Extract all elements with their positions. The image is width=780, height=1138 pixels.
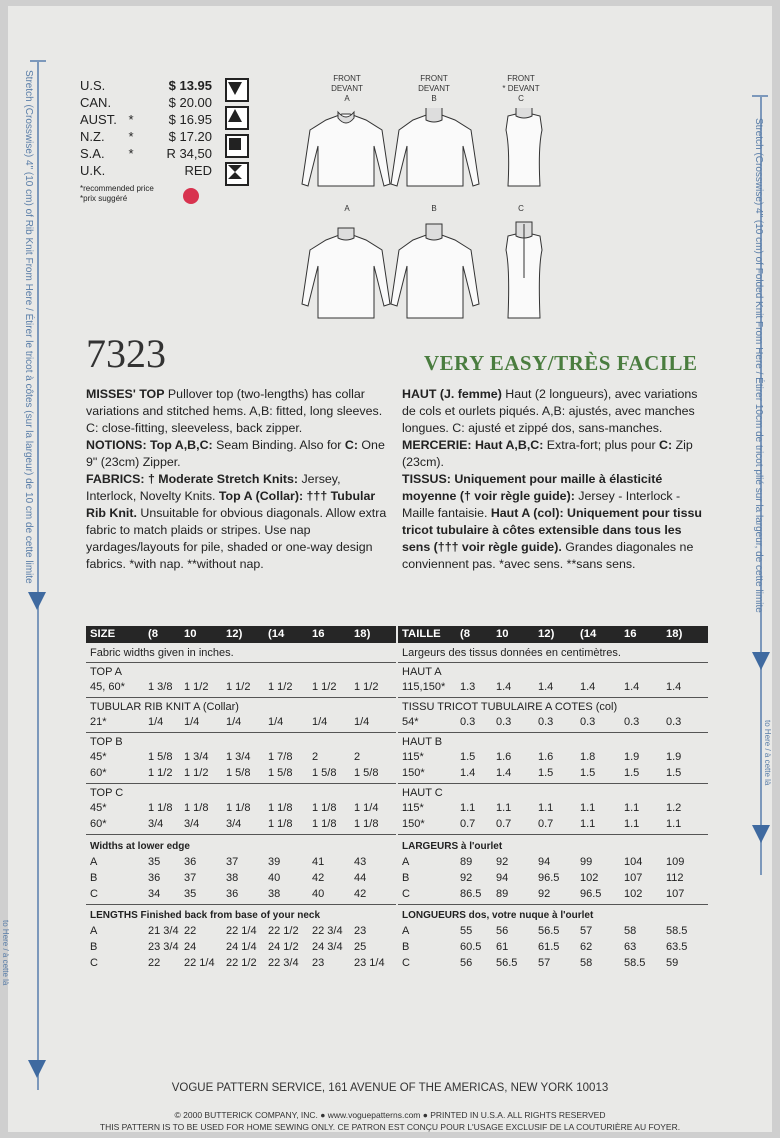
table-cell: 22 1/2 xyxy=(268,925,299,937)
table-cell: 0.3 xyxy=(538,716,554,728)
price-value: $ 16.95 xyxy=(168,112,212,127)
table-cell: 1.1 xyxy=(538,802,554,814)
lengths-title: LONGUEURS dos, votre nuque à l'ourlet xyxy=(402,910,594,921)
price-value: R 34,50 xyxy=(166,146,212,161)
front-c-drawing xyxy=(506,114,542,186)
table-section-title: TISSU TRICOT TUBULAIRE A COTES (col) xyxy=(402,701,618,713)
table-cell: C xyxy=(90,957,98,969)
price-value: $ 20.00 xyxy=(168,95,212,110)
price-note-en: *recommended price xyxy=(80,184,154,193)
table-cell: 0.3 xyxy=(666,716,682,728)
table-cell: 104 xyxy=(624,856,643,868)
table-row xyxy=(86,871,396,886)
table-header-cell: (8 xyxy=(460,628,471,640)
table-cell: 0.7 xyxy=(460,818,476,830)
table-divider xyxy=(86,732,396,733)
table-cell: 1.1 xyxy=(624,818,640,830)
table-row xyxy=(86,887,396,902)
table-cell: 1 5/8 xyxy=(226,767,251,779)
price-row xyxy=(80,95,212,110)
table-cell: 1.1 xyxy=(580,818,596,830)
table-cell: 61.5 xyxy=(538,941,560,953)
table-cell: 22 3/4 xyxy=(268,957,299,969)
table-cell: 1 5/8 xyxy=(312,767,337,779)
french-top-paragraph: HAUT (J. femme) Haut (2 longueurs), avec variations de cols et ourlets piqués. A,B: ajustés, avec manches longues. C: ajusté et zippé dos, sans-manches. xyxy=(402,387,698,435)
table-cell: 1 1/2 xyxy=(268,681,293,693)
table-cell: 1 1/8 xyxy=(312,818,337,830)
right-to-here-label: to Here / à cette là xyxy=(763,720,772,786)
table-cell: 54* xyxy=(402,716,419,728)
table-divider xyxy=(86,904,396,905)
table-cell: 1.3 xyxy=(460,681,476,693)
table-cell: 1 7/8 xyxy=(268,751,293,763)
table-cell: 96.5 xyxy=(580,888,602,900)
table-row xyxy=(398,924,708,939)
table-row xyxy=(398,750,708,765)
widths-title: Widths at lower edge xyxy=(90,841,190,852)
table-cell: 1.1 xyxy=(460,802,476,814)
left-stretch-guide-line xyxy=(37,60,39,1090)
right-arrow-down-icon xyxy=(752,652,770,670)
table-cell: 58 xyxy=(580,957,593,969)
table-cell: 1.5 xyxy=(460,751,476,763)
table-cell: 38 xyxy=(268,888,281,900)
english-fabrics-paragraph: FABRICS: † Moderate Stretch Knits: Jersey, Interlock, Novelty Knits. Top A (Collar): ††† Tubular Rib Knit. Unsuitable for obvious diagonals. Allow extra fabric to match plaids or stripes. Use nap yardages/layouts for pile, shaded or one-way design fabrics. *with nap. **without nap. xyxy=(86,472,387,571)
price-star: * xyxy=(128,112,134,127)
table-cell: 1/4 xyxy=(148,716,164,728)
left-arrow-down-icon xyxy=(28,1060,46,1078)
table-cell: 1/4 xyxy=(184,716,200,728)
table-cell: 37 xyxy=(226,856,239,868)
table-cell: 57 xyxy=(580,925,593,937)
table-cell: 37 xyxy=(184,872,197,884)
right-stretch-instruction: Stretch (Crosswise) 4" (10 cm) of Folded Knit From Here / Étirer 10cm de tricot plié sur la largeur, de cette limite xyxy=(753,118,764,613)
french-notions-paragraph: MERCERIE: Haut A,B,C: Extra-fort; plus pour C: Zip (23cm). xyxy=(402,438,693,469)
table-row xyxy=(398,940,708,955)
price-value: RED xyxy=(184,163,212,178)
table-header-cell: 18) xyxy=(354,628,371,640)
table-cell: 38 xyxy=(226,872,239,884)
front-b-drawing xyxy=(391,114,479,186)
table-cell: 107 xyxy=(624,872,643,884)
table-cell: A xyxy=(90,925,98,937)
price-row xyxy=(80,112,212,127)
difficulty-label: VERY EASY/TRÈS FACILE xyxy=(424,351,698,375)
table-cell: 60* xyxy=(90,767,107,779)
table-note: Fabric widths given in inches. xyxy=(90,647,234,659)
table-cell: 150* xyxy=(402,818,425,830)
table-header-cell: (14 xyxy=(268,628,285,640)
table-cell: C xyxy=(90,888,98,900)
table-cell: B xyxy=(90,872,98,884)
table-cell: 96.5 xyxy=(538,872,560,884)
table-cell: 21 3/4 xyxy=(148,925,179,937)
footer-notice: THIS PATTERN IS TO BE USED FOR HOME SEWING ONLY. CE PATRON EST CONÇU POUR L'USAGE EXCLUSIF DE LA COUTURIÈRE AU FOYER. xyxy=(99,1122,681,1132)
up-triangle-symbol-icon xyxy=(225,106,249,130)
table-cell: 45* xyxy=(90,751,107,763)
table-cell: 1 1/8 xyxy=(184,802,209,814)
table-cell: 1.4 xyxy=(538,681,554,693)
english-description xyxy=(86,386,392,573)
price-star: * xyxy=(128,129,134,144)
price-row xyxy=(80,129,212,144)
table-row xyxy=(398,801,708,816)
table-cell: 0.3 xyxy=(580,716,596,728)
table-row xyxy=(398,871,708,886)
price-country: U.S. xyxy=(80,78,106,93)
technical-drawings xyxy=(296,108,576,328)
table-cell: 102 xyxy=(624,888,643,900)
table-cell: 40 xyxy=(312,888,325,900)
price-country: S.A. xyxy=(80,146,105,161)
price-value: $ 17.20 xyxy=(168,129,212,144)
table-cell: 1.4 xyxy=(460,767,476,779)
table-cell: 1.1 xyxy=(666,818,682,830)
table-cell: 1 1/2 xyxy=(184,681,209,693)
table-cell: 102 xyxy=(580,872,599,884)
table-section-title: HAUT A xyxy=(402,666,442,678)
table-header-cell: (8 xyxy=(148,628,159,640)
table-cell: 1 3/4 xyxy=(226,751,251,763)
table-cell: 92 xyxy=(460,872,473,884)
table-cell: 1.8 xyxy=(580,751,596,763)
table-cell: 3/4 xyxy=(184,818,200,830)
english-top-paragraph: MISSES' TOP Pullover top (two-lengths) has collar variations and stitched hems. A,B: fitted, long sleeves. C: close-fitting, sleeveless, back zipper. xyxy=(86,387,383,435)
table-row xyxy=(398,715,708,730)
price-value: $ 13.95 xyxy=(168,78,212,93)
table-cell: 1 1/2 xyxy=(354,681,379,693)
table-cell: 41 xyxy=(312,856,325,868)
table-cell: 1.2 xyxy=(666,802,682,814)
table-cell: 109 xyxy=(666,856,685,868)
table-cell: 23 xyxy=(354,925,367,937)
table-cell: 1 1/8 xyxy=(268,802,293,814)
table-section-title: HAUT B xyxy=(402,736,443,748)
front-a-drawing xyxy=(302,114,390,186)
table-section-title: TOP B xyxy=(90,736,123,748)
table-row xyxy=(86,956,396,971)
table-cell: 1 1/2 xyxy=(226,681,251,693)
table-row xyxy=(86,715,396,730)
table-cell: 24 3/4 xyxy=(312,941,343,953)
right-arrow-down-icon xyxy=(752,825,770,843)
table-cell: 3/4 xyxy=(226,818,242,830)
table-cell: C xyxy=(402,957,410,969)
table-divider xyxy=(86,834,396,835)
table-divider xyxy=(86,783,396,784)
table-cell: 1.6 xyxy=(538,751,554,763)
table-cell: 43 xyxy=(354,856,367,868)
price-dot-icon xyxy=(183,188,199,204)
table-cell: 1.5 xyxy=(580,767,596,779)
table-header-cell: 16 xyxy=(624,628,637,640)
widths-title: LARGEURS à l'ourlet xyxy=(402,841,503,852)
view-label-back-b: B xyxy=(431,204,437,213)
french-fabrics-paragraph: TISSUS: Uniquement pour maille à élasticité moyenne († voir règle guide): Jersey - Interlock - Maille fantaisie. Haut A (col): Uniquement pour tissu tricot tubulaire à côtes extensible dans tous les sens (††† voir règle guide). Grandes diagonales ne conviennent pas. *avec sens. **sans sens. xyxy=(402,472,702,571)
table-cell: 44 xyxy=(354,872,367,884)
table-divider xyxy=(86,662,396,663)
table-cell: 36 xyxy=(148,872,161,884)
table-header-row xyxy=(86,626,396,643)
table-cell: A xyxy=(90,856,98,868)
table-cell: 0.7 xyxy=(538,818,554,830)
left-arrow-down-icon xyxy=(28,592,46,610)
table-cell: 36 xyxy=(226,888,239,900)
table-cell: 1 1/8 xyxy=(268,818,293,830)
table-cell: 2 xyxy=(354,751,361,763)
table-section-title: TOP C xyxy=(90,787,124,799)
table-cell: 0.7 xyxy=(496,818,512,830)
table-cell: 35 xyxy=(148,856,161,868)
table-cell: 1 1/2 xyxy=(148,767,173,779)
table-cell: B xyxy=(402,941,410,953)
table-cell: 1/4 xyxy=(354,716,370,728)
pattern-number: 7323 xyxy=(86,331,166,376)
price-country: U.K. xyxy=(80,163,106,178)
table-cell: 45, 60* xyxy=(90,681,125,693)
table-row xyxy=(86,680,396,695)
table-header-cell: 10 xyxy=(496,628,509,640)
table-cell: 0.3 xyxy=(460,716,476,728)
table-row xyxy=(86,924,396,939)
table-cell: 23 3/4 xyxy=(148,941,179,953)
table-cell: 56.5 xyxy=(496,957,518,969)
price-row xyxy=(80,78,212,93)
table-cell: 21* xyxy=(90,716,107,728)
table-cell: 86.5 xyxy=(460,888,482,900)
table-cell: 1.5 xyxy=(666,767,682,779)
table-cell: 24 xyxy=(184,941,197,953)
table-header-cell: 16 xyxy=(312,628,325,640)
table-header-row xyxy=(398,626,708,643)
table-cell: 1.6 xyxy=(496,751,512,763)
table-cell: 1/4 xyxy=(312,716,328,728)
down-triangle-symbol-icon xyxy=(225,78,249,102)
table-cell: 63 xyxy=(624,941,637,953)
table-cell: 92 xyxy=(496,856,509,868)
table-cell: 39 xyxy=(268,856,281,868)
table-cell: 40 xyxy=(268,872,281,884)
table-cell: 1.4 xyxy=(624,681,640,693)
table-cell: 99 xyxy=(580,856,593,868)
table-divider xyxy=(86,697,396,698)
table-cell: 35 xyxy=(184,888,197,900)
table-row xyxy=(86,855,396,870)
right-guide-start-mark xyxy=(752,95,768,97)
table-cell: 1 1/8 xyxy=(226,802,251,814)
table-cell: 55 xyxy=(460,925,473,937)
price-country: N.Z. xyxy=(80,129,105,144)
table-cell: 61 xyxy=(496,941,509,953)
view-label-back-a: A xyxy=(344,204,350,213)
table-cell: 1.1 xyxy=(496,802,512,814)
table-cell: 22 1/4 xyxy=(184,957,215,969)
table-cell: 115* xyxy=(402,751,424,763)
table-divider xyxy=(398,904,708,905)
table-cell: 94 xyxy=(538,856,551,868)
table-row xyxy=(398,680,708,695)
french-description xyxy=(402,386,708,573)
english-notions-paragraph: NOTIONS: Top A,B,C: Seam Binding. Also for C: One 9" (23cm) Zipper. xyxy=(86,438,385,469)
table-cell: 56.5 xyxy=(538,925,560,937)
table-cell: B xyxy=(90,941,98,953)
hourglass-symbol-icon xyxy=(225,162,249,186)
table-row xyxy=(86,801,396,816)
table-cell: 1.1 xyxy=(624,802,640,814)
table-cell: 94 xyxy=(496,872,509,884)
table-cell: 1.4 xyxy=(666,681,682,693)
table-cell: 1 1/8 xyxy=(148,802,173,814)
table-cell: 112 xyxy=(666,872,684,884)
table-row xyxy=(86,817,396,832)
table-row xyxy=(86,766,396,781)
price-country: AUST. xyxy=(80,112,117,127)
price-notes xyxy=(80,184,154,204)
table-cell: 1.4 xyxy=(580,681,596,693)
table-cell: 107 xyxy=(666,888,685,900)
footer-copyright: © 2000 BUTTERICK COMPANY, INC. ● www.voguepatterns.com ● PRINTED IN U.S.A. ALL RIGHTS RESERVED xyxy=(174,1110,606,1120)
back-a-drawing xyxy=(302,234,390,318)
price-star: * xyxy=(128,146,134,161)
square-symbol-icon xyxy=(225,134,249,158)
table-cell: 0.3 xyxy=(624,716,640,728)
view-label-front-b: FRONT DEVANT B xyxy=(418,74,450,103)
table-cell: 1.9 xyxy=(624,751,640,763)
table-cell: 24 1/4 xyxy=(226,941,257,953)
table-cell: 58 xyxy=(624,925,637,937)
table-cell: 36 xyxy=(184,856,197,868)
table-row xyxy=(86,940,396,955)
table-cell: A xyxy=(402,856,410,868)
price-row xyxy=(80,163,212,178)
table-cell: 23 1/4 xyxy=(354,957,385,969)
table-section-title: TOP A xyxy=(90,666,123,678)
table-cell: 2 xyxy=(312,751,319,763)
table-cell: 56 xyxy=(496,925,509,937)
table-note: Largeurs des tissus données en centimètres. xyxy=(402,647,621,659)
table-cell: C xyxy=(402,888,410,900)
table-divider xyxy=(398,834,708,835)
table-cell: 25 xyxy=(354,941,367,953)
price-note-fr: *prix suggéré xyxy=(80,194,128,203)
table-header-cell: 12) xyxy=(538,628,555,640)
table-cell: 1 3/8 xyxy=(148,681,173,693)
table-cell: B xyxy=(402,872,410,884)
price-row xyxy=(80,146,212,161)
view-label-front-c: FRONT * DEVANT C xyxy=(502,74,540,103)
table-row xyxy=(398,855,708,870)
table-cell: 63.5 xyxy=(666,941,688,953)
table-cell: 22 1/4 xyxy=(226,925,257,937)
table-cell: 150* xyxy=(402,767,425,779)
left-stretch-instruction: Stretch (Crosswise) 4" (10 cm) of Rib Knit From Here / Étirer le tricot à côtes (sur la largeur) de 10 cm de cette limite xyxy=(23,70,34,584)
table-cell: 115* xyxy=(402,802,424,814)
table-cell: 1.1 xyxy=(580,802,596,814)
table-cell: 1.5 xyxy=(538,767,554,779)
table-divider xyxy=(398,697,708,698)
table-header-cell: SIZE xyxy=(90,628,116,640)
table-cell: 1 5/8 xyxy=(148,751,173,763)
table-cell: 58.5 xyxy=(624,957,646,969)
table-header-cell: 10 xyxy=(184,628,197,640)
table-section-title: HAUT C xyxy=(402,787,443,799)
table-cell: 92 xyxy=(538,888,551,900)
table-row xyxy=(398,956,708,971)
left-guide-start-mark xyxy=(30,60,46,62)
table-cell: 58.5 xyxy=(666,925,688,937)
table-cell: A xyxy=(402,925,410,937)
table-cell: 45* xyxy=(90,802,107,814)
table-cell: 1 1/2 xyxy=(184,767,209,779)
table-cell: 22 3/4 xyxy=(312,925,343,937)
table-cell: 1.4 xyxy=(496,681,512,693)
lengths-title: LENGTHS Finished back from base of your neck xyxy=(90,910,321,921)
table-cell: 24 1/2 xyxy=(268,941,299,953)
table-section-title: TUBULAR RIB KNIT A (Collar) xyxy=(90,701,239,713)
table-header-cell: 18) xyxy=(666,628,683,640)
table-cell: 60* xyxy=(90,818,107,830)
table-cell: 1 1/8 xyxy=(312,802,337,814)
table-cell: 56 xyxy=(460,957,473,969)
table-cell: 1 1/2 xyxy=(312,681,337,693)
table-row xyxy=(398,766,708,781)
view-label-front-a: FRONT DEVANT A xyxy=(331,74,363,103)
table-cell: 22 1/2 xyxy=(226,957,257,969)
table-cell: 60.5 xyxy=(460,941,482,953)
footer-address: VOGUE PATTERN SERVICE, 161 AVENUE OF THE AMERICAS, NEW YORK 10013 xyxy=(171,1082,609,1094)
table-cell: 1.5 xyxy=(624,767,640,779)
table-header-cell: 12) xyxy=(226,628,243,640)
price-country: CAN. xyxy=(80,95,112,110)
back-b-drawing xyxy=(391,234,479,318)
table-cell: 89 xyxy=(460,856,473,868)
table-cell: 59 xyxy=(666,957,679,969)
table-cell: 1.9 xyxy=(666,751,682,763)
table-divider xyxy=(398,732,708,733)
table-cell: 57 xyxy=(538,957,551,969)
table-row xyxy=(86,750,396,765)
table-row xyxy=(398,887,708,902)
table-cell: 1/4 xyxy=(268,716,284,728)
table-cell: 42 xyxy=(354,888,367,900)
table-cell: 22 xyxy=(148,957,161,969)
left-to-here-label: to Here / à cette là xyxy=(1,920,10,986)
table-cell: 34 xyxy=(148,888,161,900)
table-cell: 3/4 xyxy=(148,818,164,830)
table-cell: 89 xyxy=(496,888,509,900)
table-cell: 1 1/8 xyxy=(354,818,379,830)
table-header-cell: TAILLE xyxy=(402,628,441,640)
table-cell: 115,150* xyxy=(402,681,446,693)
table-header-cell: (14 xyxy=(580,628,597,640)
table-cell: 0.3 xyxy=(496,716,512,728)
table-cell: 62 xyxy=(580,941,593,953)
table-cell: 1.4 xyxy=(496,767,512,779)
table-cell: 1 5/8 xyxy=(268,767,293,779)
table-cell: 1 5/8 xyxy=(354,767,379,779)
table-cell: 1/4 xyxy=(226,716,242,728)
view-label-back-c: C xyxy=(518,204,524,213)
table-cell: 22 xyxy=(184,925,197,937)
table-cell: 1 3/4 xyxy=(184,751,209,763)
table-cell: 1 1/4 xyxy=(354,802,379,814)
table-row xyxy=(398,817,708,832)
table-cell: 42 xyxy=(312,872,325,884)
table-divider xyxy=(398,662,708,663)
table-cell: 23 xyxy=(312,957,325,969)
table-divider xyxy=(398,783,708,784)
